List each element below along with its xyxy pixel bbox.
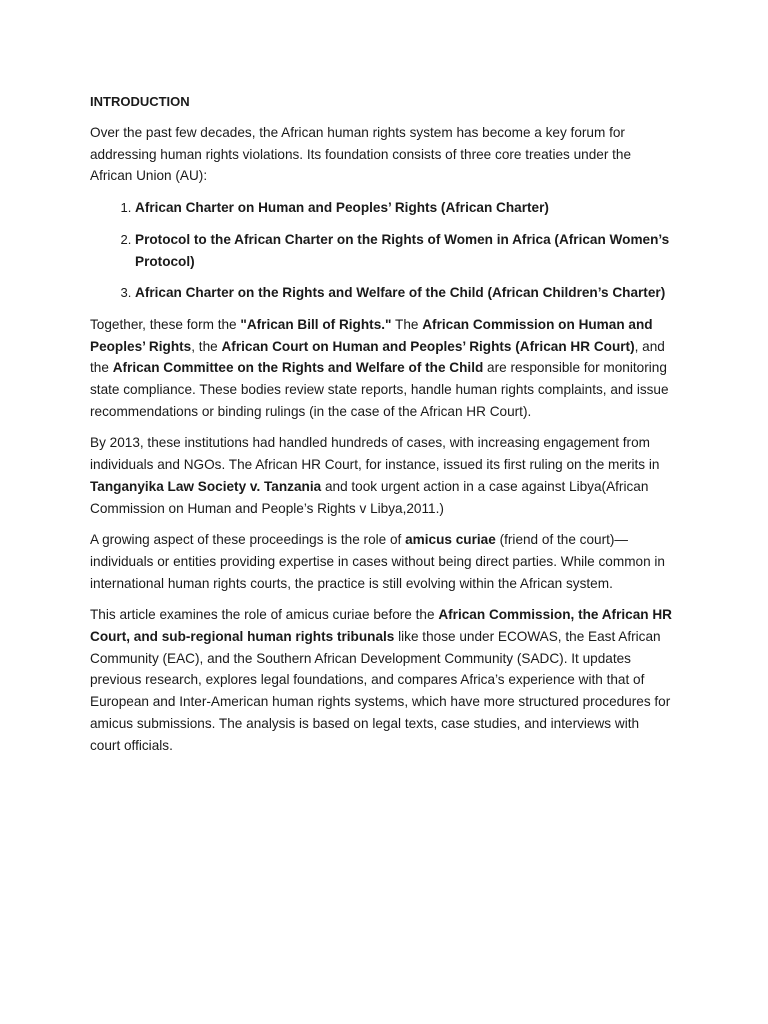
treaty-list bbox=[90, 197, 672, 304]
bold-run-african-court: African Court on Human and Peoples’ Rights (African HR Court) bbox=[221, 338, 635, 354]
bold-run-bill-of-rights: "African Bill of Rights." bbox=[240, 316, 392, 332]
bill-of-rights-paragraph bbox=[90, 314, 672, 423]
text-run: Together, these form the bbox=[90, 316, 241, 332]
text-run: and took urgent action in a case against Libya(African Commission on Human and People’s Rights v Libya,2011.) bbox=[90, 478, 649, 516]
bold-run-african-commission: African Commission on Human and Peoples’ Rights bbox=[90, 316, 653, 354]
treaty-item-african-charter: 1. African Charter on Human and Peoples’ Rights (African Charter) bbox=[135, 197, 672, 219]
bold-run-amicus-curiae: amicus curiae bbox=[405, 532, 496, 548]
text-run: , and the bbox=[90, 338, 665, 376]
article-scope-paragraph bbox=[90, 604, 672, 756]
text-run: like those under ECOWAS, the East African Community (EAC), and the Southern African Development Community (SADC). It updates previous research, explores legal foundations, and compares Africa’s experience with that of European and Inter-American human rights systems, which have more structured procedures for amicus submissions. The analysis is based on legal texts, case studies, and interviews with court officials. bbox=[90, 629, 671, 753]
text-run: By 2013, these institutions had handled hundreds of cases, with increasing engagement from individuals and NGOs. The African HR Court, for instance, issued its first ruling on the merits in bbox=[90, 435, 660, 473]
bold-run-tribunals: African Commission, the African HR Court, and sub-regional human rights tribunals bbox=[90, 607, 672, 645]
section-heading: INTRODUCTION bbox=[90, 94, 190, 109]
text-run: (friend of the court)—individuals or entities providing expertise in cases without being direct parties. While common in international human rights courts, the practice is still evolving within the African system. bbox=[90, 532, 665, 591]
text-run: , the bbox=[191, 338, 222, 354]
bold-run-case-name: Tanganyika Law Society v. Tanzania bbox=[90, 478, 322, 494]
text-run: are responsible for monitoring state compliance. These bodies review state reports, handle human rights complaints, and issue recommendations or binding rulings (in the case of the African HR Court). bbox=[90, 360, 669, 419]
text-run: This article examines the role of amicus curiae before the bbox=[90, 607, 439, 623]
text-run: A growing aspect of these proceedings is the role of bbox=[90, 532, 406, 548]
amicus-paragraph bbox=[90, 529, 672, 594]
cases-paragraph bbox=[90, 432, 672, 519]
treaty-item-womens-protocol: 2. Protocol to the African Charter on the Rights of Women in Africa (African Women’s Protocol) bbox=[135, 229, 672, 272]
text-run: The bbox=[391, 316, 423, 332]
intro-paragraph: Over the past few decades, the African human rights system has become a key forum for addressing human rights violations. Its foundation consists of three core treaties under the African Union (AU): bbox=[90, 125, 632, 184]
bold-run-african-committee: African Committee on the Rights and Welfare of the Child bbox=[112, 360, 484, 376]
treaty-item-childrens-charter: 3. African Charter on the Rights and Welfare of the Child (African Children’s Charter) bbox=[135, 282, 672, 304]
